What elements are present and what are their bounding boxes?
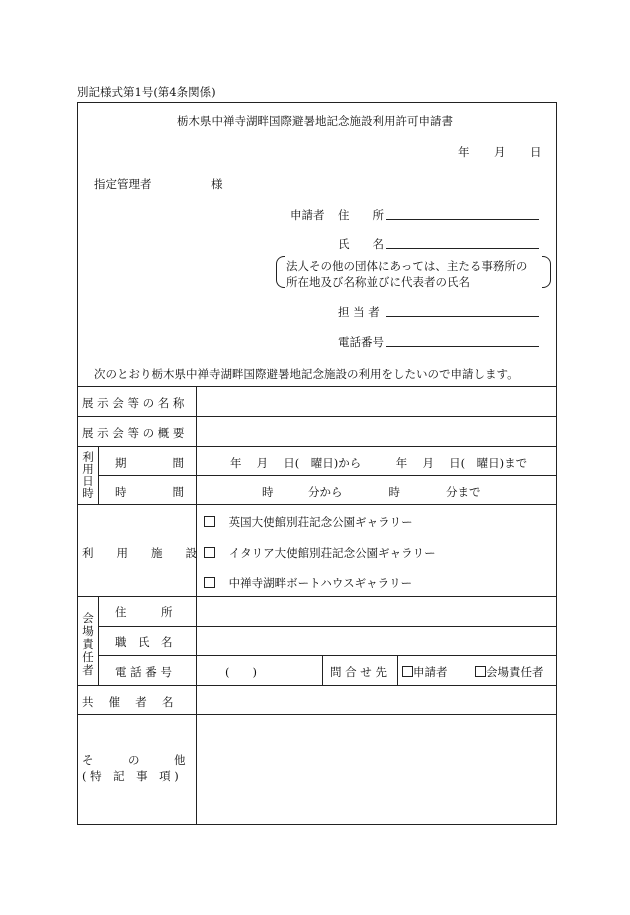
facility-option-1[interactable] xyxy=(204,514,413,530)
addressee-honorific: 様 xyxy=(211,177,223,191)
applicant-address-field[interactable] xyxy=(386,219,539,220)
checkbox-icon[interactable] xyxy=(402,666,413,677)
contact-field[interactable] xyxy=(386,316,539,317)
hline xyxy=(98,655,557,656)
hline xyxy=(98,626,557,627)
applicant-name-label: 氏 名 xyxy=(338,237,384,251)
exhibition-summary-field[interactable] xyxy=(200,419,552,444)
hline xyxy=(77,685,557,686)
facility-option-3[interactable] xyxy=(204,575,412,591)
exhibition-summary-label: 展 示 会 等 の 概 要 xyxy=(82,426,185,440)
hline xyxy=(98,475,557,476)
inquiry-option-label: 会場責任者 xyxy=(486,665,544,679)
corp-note-line1: 法人その他の団体にあっては、主たる事務所の xyxy=(286,259,528,273)
frame-left xyxy=(77,102,78,825)
usage-datetime-label: 利用日時 xyxy=(82,450,94,500)
form-title: 栃木県中禅寺湖畔国際避暑地記念施設利用許可申請書 xyxy=(177,114,453,128)
exhibition-name-field[interactable] xyxy=(200,389,552,414)
statement: 次のとおり栃木県中禅寺湖畔国際避暑地記念施設の利用をしたいので申請します。 xyxy=(94,367,519,381)
vline-datetime xyxy=(98,446,99,505)
vline-manager xyxy=(98,596,99,686)
hline xyxy=(77,386,557,387)
vline-inquiry-b xyxy=(397,655,398,686)
hline xyxy=(77,504,557,505)
inquiry-option-applicant[interactable] xyxy=(402,664,448,680)
period-value[interactable]: 年 月 日( 曜日)から 年 月 日( 曜日)まで xyxy=(230,456,528,470)
other-label-line1: そ の 他 xyxy=(82,753,186,767)
facility-label: 利 用 施 設 xyxy=(82,546,197,560)
inquiry-label: 問 合 せ 先 xyxy=(330,665,387,679)
vm-phone-label: 電 話 番 号 xyxy=(115,665,172,679)
inquiry-option-label: 申請者 xyxy=(413,665,448,679)
date-day[interactable]: 日 xyxy=(530,145,542,159)
other-notes-field[interactable] xyxy=(200,717,552,821)
checkbox-icon[interactable] xyxy=(204,516,215,527)
applicant-name-field[interactable] xyxy=(386,248,539,249)
exhibition-name-label: 展 示 会 等 の 名 称 xyxy=(82,396,185,410)
vline-inquiry-a xyxy=(322,655,323,686)
time-label: 時 間 xyxy=(115,485,184,499)
date-year[interactable]: 年 xyxy=(458,145,470,159)
facility-option-2[interactable] xyxy=(204,545,436,561)
vline-label-col xyxy=(196,386,197,825)
checkbox-icon[interactable] xyxy=(475,666,486,677)
time-value[interactable]: 時 分から 時 分まで xyxy=(262,485,481,499)
applicant-address-label: 住 所 xyxy=(338,208,384,222)
vm-address-field[interactable] xyxy=(200,599,552,624)
vm-title-name-label: 職 氏 名 xyxy=(115,635,173,649)
facility-option-label: 中禅寺湖畔ボートハウスギャラリー xyxy=(228,576,413,590)
facility-option-label: 英国大使館別荘記念公園ギャラリー xyxy=(228,515,413,529)
other-label-line2: ( 特 記 事 項 ) xyxy=(82,769,179,783)
date-month[interactable]: 月 xyxy=(494,145,506,159)
frame-right xyxy=(556,102,557,825)
paren-right xyxy=(542,256,551,288)
contact-label: 担 当 者 xyxy=(338,305,380,319)
paren-left xyxy=(276,256,285,288)
addressee-label: 指定管理者 xyxy=(94,177,152,191)
phone-label: 電話番号 xyxy=(338,335,384,349)
phone-field[interactable] xyxy=(386,346,539,347)
form-number: 別記様式第1号(第4条関係) xyxy=(77,85,216,99)
hline xyxy=(77,446,557,447)
facility-option-label: イタリア大使館別荘記念公園ギャラリー xyxy=(228,546,436,560)
hline xyxy=(77,714,557,715)
vm-phone-field[interactable]: ( ) xyxy=(225,665,257,679)
period-label: 期 間 xyxy=(115,456,184,470)
checkbox-icon[interactable] xyxy=(204,547,215,558)
frame-top xyxy=(77,102,557,103)
vm-title-name-field[interactable] xyxy=(200,629,552,654)
inquiry-option-manager[interactable] xyxy=(475,664,544,680)
frame-bottom xyxy=(77,824,557,825)
venue-manager-label: 会場責任者 xyxy=(82,611,94,677)
co-sponsor-field[interactable] xyxy=(200,688,552,712)
checkbox-icon[interactable] xyxy=(204,577,215,588)
corp-note-line2: 所在地及び名称並びに代表者の氏名 xyxy=(286,275,470,289)
hline xyxy=(77,416,557,417)
hline xyxy=(77,596,557,597)
vm-address-label: 住 所 xyxy=(115,605,173,619)
applicant-label: 申請者 xyxy=(290,208,325,222)
co-sponsor-label: 共 催 者 名 xyxy=(82,695,174,709)
